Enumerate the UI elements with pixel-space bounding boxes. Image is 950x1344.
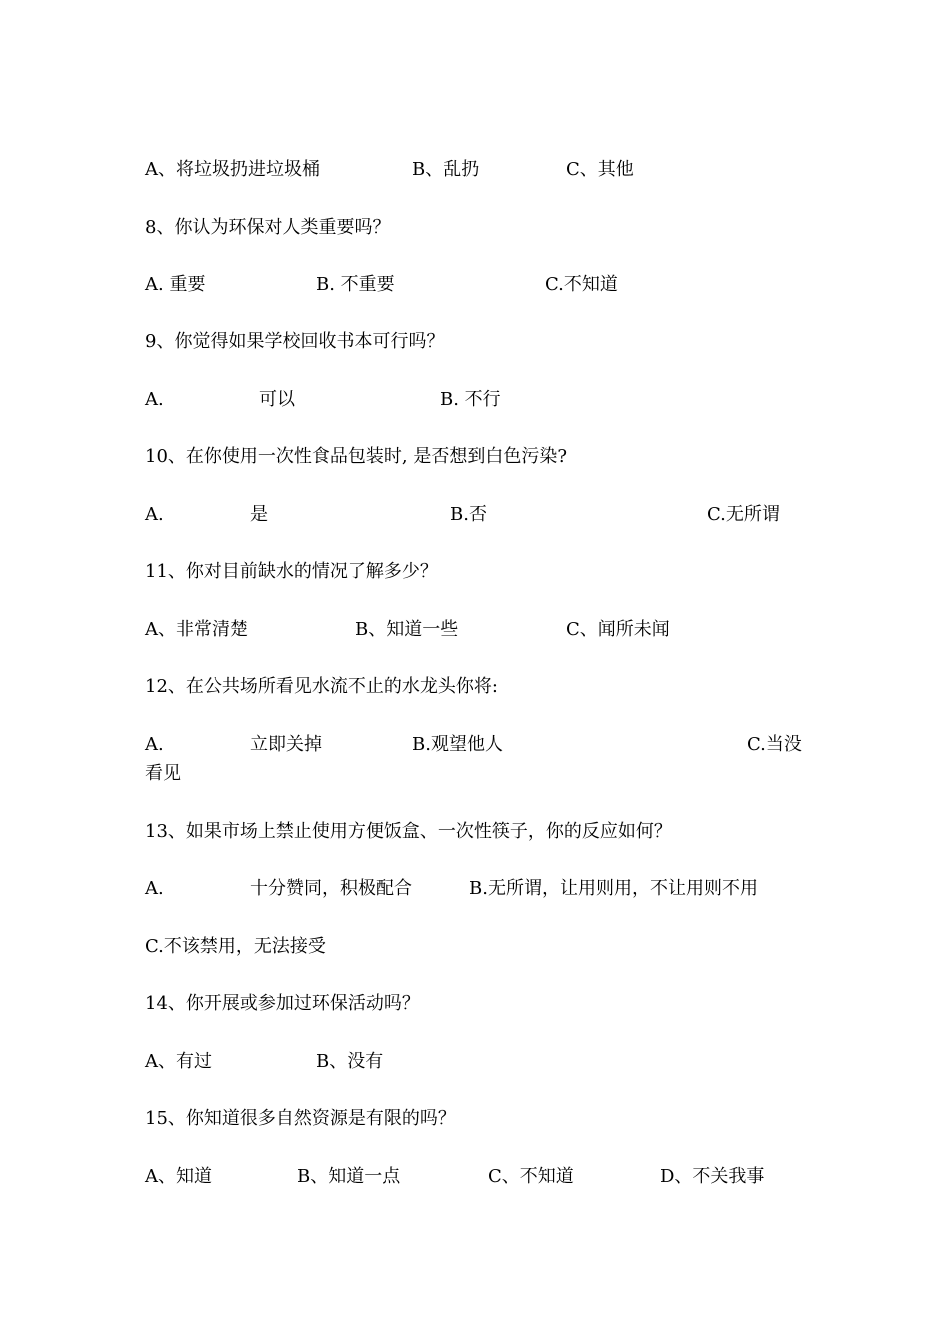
- q8-option-b: B. 不重要: [316, 274, 395, 295]
- q11-option-b: B、知道一些: [355, 619, 459, 640]
- q14-question-text: 14、你开展或参加过环保活动吗？: [145, 993, 420, 1014]
- q14-options: [0, 1050, 950, 1074]
- q15-question-text: 15、你知道很多自然资源是有限的吗？: [145, 1108, 456, 1129]
- q14-option-b: B、没有: [316, 1051, 384, 1072]
- q8-options: [0, 273, 950, 297]
- q9-options: [0, 388, 950, 412]
- q7-option-c: C、其他: [566, 159, 634, 180]
- q15-option-c: C、不知道: [488, 1166, 574, 1187]
- q8-question: [0, 216, 950, 240]
- q10-question: [0, 445, 950, 469]
- q12-question-text: 12、在公共场所看见水流不止的水龙头你将:: [145, 676, 498, 697]
- q8-question-text: 8、你认为环保对人类重要吗？: [145, 217, 391, 238]
- q15-option-d: D、不关我事: [660, 1166, 765, 1187]
- q7-options: [0, 158, 950, 182]
- q12-option-c: C.当没: [747, 734, 802, 755]
- q10-option-a-letter: A.: [145, 504, 164, 525]
- q14-option-a: A、有过: [145, 1051, 212, 1072]
- q7-option-b: B、乱扔: [412, 159, 480, 180]
- q12-option-a-letter: A.: [145, 734, 164, 755]
- q13-options: [0, 877, 950, 901]
- q15-question: [0, 1107, 950, 1131]
- q13-option-c: C.不该禁用，无法接受: [145, 936, 326, 957]
- q13-question-text: 13、如果市场上禁止使用方便饭盒、一次性筷子，你的反应如何？: [145, 821, 672, 842]
- q13-question: [0, 820, 950, 844]
- q10-option-b: B.否: [450, 504, 487, 525]
- q7-option-a: A、将垃圾扔进垃圾桶: [145, 159, 320, 180]
- q13-option-a-letter: A.: [145, 878, 164, 899]
- q10-option-a-text: 是: [250, 504, 268, 525]
- q9-option-a-text: 可以: [259, 389, 295, 410]
- q12-option-a-text: 立即关掉: [250, 734, 322, 755]
- q15-option-b: B、知道一点: [297, 1166, 401, 1187]
- q8-option-a: A. 重要: [145, 274, 206, 295]
- q12-option-c-continuation: 看见: [145, 763, 181, 784]
- q15-options: [0, 1165, 950, 1189]
- q10-options: [0, 503, 950, 527]
- q9-question-text: 9、你觉得如果学校回收书本可行吗？: [145, 331, 445, 352]
- q12-option-b: B.观望他人: [412, 734, 503, 755]
- q11-option-c: C、闻所未闻: [566, 619, 670, 640]
- q13-option-b: B.无所谓，让用则用，不让用则不用: [469, 878, 758, 899]
- q11-question-text: 11、你对目前缺水的情况了解多少？: [145, 561, 438, 582]
- q15-option-a: A、知道: [145, 1166, 212, 1187]
- q12-question: [0, 675, 950, 699]
- q13-option-a-text: 十分赞同，积极配合: [250, 878, 412, 899]
- q11-options: [0, 618, 950, 642]
- q11-question: [0, 560, 950, 584]
- q9-option-a-letter: A.: [145, 389, 164, 410]
- q13-options-line2: [0, 935, 950, 959]
- q10-question-text: 10、在你使用一次性食品包装时, 是否想到白色污染?: [145, 446, 567, 467]
- q9-option-b: B. 不行: [440, 389, 501, 410]
- q14-question: [0, 992, 950, 1016]
- q8-option-c: C.不知道: [545, 274, 618, 295]
- q10-option-c: C.无所谓: [707, 504, 780, 525]
- q12-options: [0, 733, 950, 757]
- q9-question: [0, 330, 950, 354]
- q12-continuation: [0, 762, 950, 786]
- q11-option-a: A、非常清楚: [145, 619, 248, 640]
